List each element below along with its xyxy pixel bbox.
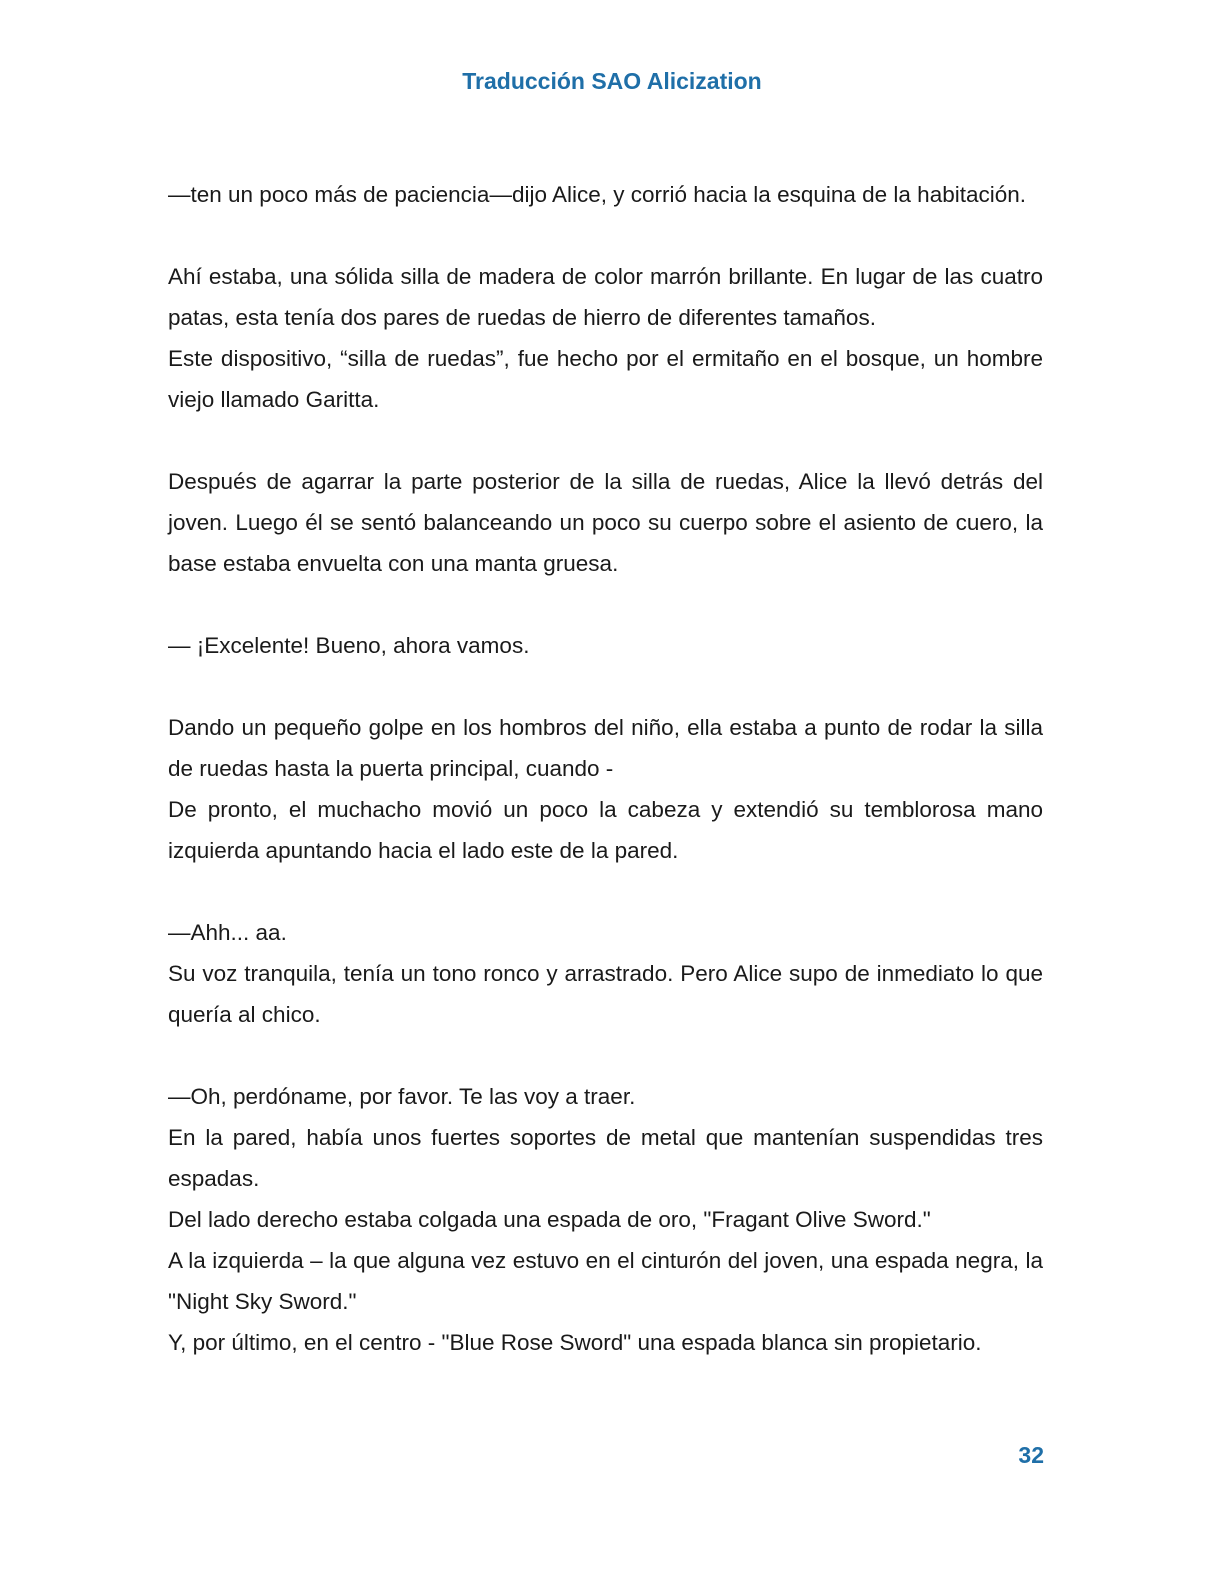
paragraph: Este dispositivo, “silla de ruedas”, fue hecho por el ermitaño en el bosque, un hombre viejo llamado Garitta. (168, 346, 1043, 412)
paragraph: — ¡Excelente! Bueno, ahora vamos. (168, 633, 530, 658)
page-header-title: Traducción SAO Alicization (462, 68, 762, 94)
paragraph: —ten un poco más de paciencia—dijo Alice, y corrió hacia la esquina de la habitación. (168, 182, 1027, 207)
paragraph: —Oh, perdóname, por favor. Te las voy a traer. (168, 1084, 636, 1109)
document-body (168, 174, 1043, 1363)
paragraph: De pronto, el muchacho movió un poco la cabeza y extendió su temblorosa mano izquierda apuntando hacia el lado este de la pared. (168, 797, 1043, 863)
paragraph: Del lado derecho estaba colgada una espada de oro, "Fragant Olive Sword." (168, 1207, 931, 1232)
paragraph: Y, por último, en el centro - "Blue Rose Sword" una espada blanca sin propietario. (168, 1330, 982, 1355)
paragraph: En la pared, había unos fuertes soportes de metal que mantenían suspendidas tres espadas. (168, 1125, 1043, 1191)
page-number: 32 (1018, 1442, 1044, 1468)
paragraph: Dando un pequeño golpe en los hombros del niño, ella estaba a punto de rodar la silla de ruedas hasta la puerta principal, cuando - (168, 715, 1043, 781)
paragraph: Su voz tranquila, tenía un tono ronco y arrastrado. Pero Alice supo de inmediato lo que quería al chico. (168, 961, 1043, 1027)
paragraph: Ahí estaba, una sólida silla de madera de color marrón brillante. En lugar de las cuatro patas, esta tenía dos pares de ruedas de hierro de diferentes tamaños. (168, 264, 1043, 330)
paragraph: Después de agarrar la parte posterior de la silla de ruedas, Alice la llevó detrás del joven. Luego él se sentó balanceando un poco su cuerpo sobre el asiento de cuero, la base estaba envuelta con una manta gruesa. (168, 469, 1043, 576)
paragraph: —Ahh... aa. (168, 920, 287, 945)
paragraph: A la izquierda – la que alguna vez estuvo en el cinturón del joven, una espada negra, la "Night Sky Sword." (168, 1248, 1043, 1314)
